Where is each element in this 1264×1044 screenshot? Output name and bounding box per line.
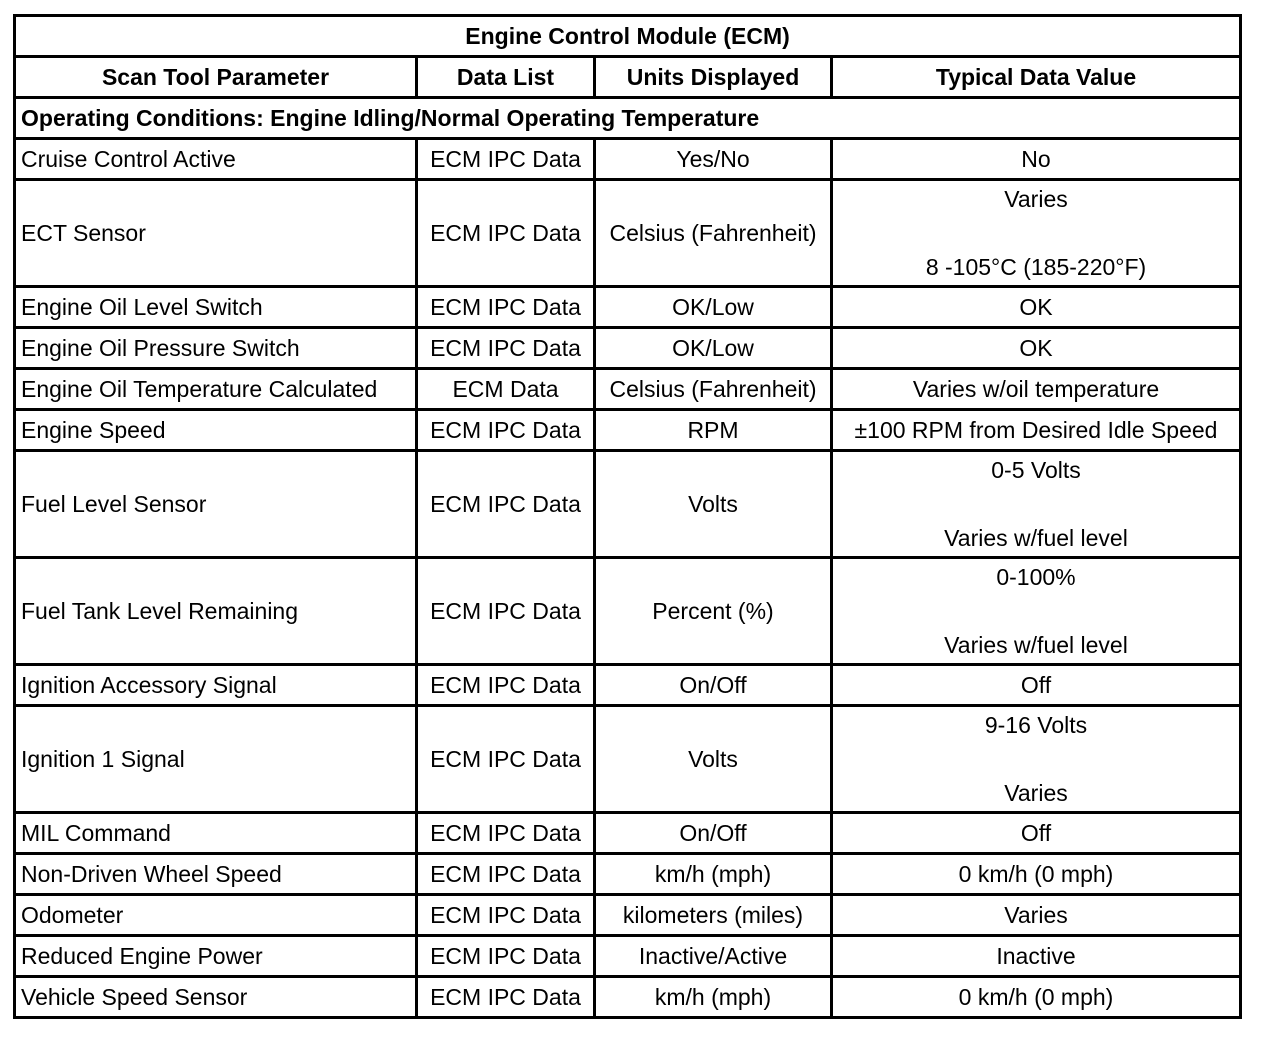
cell-data-list: ECM IPC Data — [417, 813, 595, 854]
table-row — [15, 410, 1241, 451]
cell-units: Volts — [595, 451, 832, 558]
cell-data-list: ECM IPC Data — [417, 139, 595, 180]
cell-value: Inactive — [832, 936, 1241, 977]
header-data-list: Data List — [417, 57, 595, 98]
cell-value: Off — [832, 665, 1241, 706]
cell-data-list: ECM IPC Data — [417, 558, 595, 665]
cell-parameter: Engine Oil Level Switch — [15, 287, 417, 328]
cell-parameter: Non-Driven Wheel Speed — [15, 854, 417, 895]
cell-value-stack — [833, 707, 1239, 811]
operating-conditions-row — [15, 98, 1241, 139]
table-row — [15, 936, 1241, 977]
cell-units: km/h (mph) — [595, 854, 832, 895]
cell-units: OK/Low — [595, 287, 832, 328]
cell-units: Celsius (Fahrenheit) — [595, 180, 832, 287]
cell-data-list: ECM Data — [417, 369, 595, 410]
cell-parameter: Cruise Control Active — [15, 139, 417, 180]
cell-parameter: Odometer — [15, 895, 417, 936]
table-title-row — [15, 16, 1241, 57]
cell-value: Off — [832, 813, 1241, 854]
cell-parameter: Fuel Tank Level Remaining — [15, 558, 417, 665]
table-row — [15, 895, 1241, 936]
ecm-data-table — [13, 14, 1242, 1019]
cell-units: Volts — [595, 706, 832, 813]
cell-data-list: ECM IPC Data — [417, 977, 595, 1018]
cell-parameter: Engine Speed — [15, 410, 417, 451]
header-parameter: Scan Tool Parameter — [15, 57, 417, 98]
cell-parameter: Ignition 1 Signal — [15, 706, 417, 813]
table-row — [15, 706, 1241, 813]
cell-data-list: ECM IPC Data — [417, 328, 595, 369]
cell-data-list: ECM IPC Data — [417, 287, 595, 328]
cell-value-bottom: Varies — [1004, 780, 1068, 806]
table-row — [15, 451, 1241, 558]
cell-value: No — [832, 139, 1241, 180]
cell-value-bottom: Varies w/fuel level — [944, 632, 1128, 658]
cell-parameter: Engine Oil Temperature Calculated — [15, 369, 417, 410]
cell-value — [832, 558, 1241, 665]
table-row — [15, 369, 1241, 410]
cell-data-list: ECM IPC Data — [417, 895, 595, 936]
cell-parameter: Vehicle Speed Sensor — [15, 977, 417, 1018]
table-row — [15, 180, 1241, 287]
cell-value — [832, 451, 1241, 558]
cell-data-list: ECM IPC Data — [417, 410, 595, 451]
cell-value-stack — [833, 559, 1239, 663]
cell-units: On/Off — [595, 665, 832, 706]
cell-value-top: 0-100% — [996, 564, 1076, 590]
table-title: Engine Control Module (ECM) — [15, 16, 1241, 57]
cell-parameter: Fuel Level Sensor — [15, 451, 417, 558]
cell-parameter: MIL Command — [15, 813, 417, 854]
cell-value: 0 km/h (0 mph) — [832, 977, 1241, 1018]
cell-units: km/h (mph) — [595, 977, 832, 1018]
table-row — [15, 558, 1241, 665]
cell-data-list: ECM IPC Data — [417, 665, 595, 706]
cell-parameter: Reduced Engine Power — [15, 936, 417, 977]
cell-value-top: 9-16 Volts — [984, 712, 1088, 738]
cell-units: kilometers (miles) — [595, 895, 832, 936]
cell-units: Yes/No — [595, 139, 832, 180]
table-header-row — [15, 57, 1241, 98]
cell-parameter: Ignition Accessory Signal — [15, 665, 417, 706]
cell-value: ±100 RPM from Desired Idle Speed — [832, 410, 1241, 451]
cell-value-stack — [833, 452, 1239, 556]
cell-value — [832, 706, 1241, 813]
cell-units: Celsius (Fahrenheit) — [595, 369, 832, 410]
cell-value-bottom: 8 -105°C (185-220°F) — [925, 254, 1147, 280]
cell-value: Varies — [832, 895, 1241, 936]
cell-units: Percent (%) — [595, 558, 832, 665]
table-row — [15, 139, 1241, 180]
cell-value: 0 km/h (0 mph) — [832, 854, 1241, 895]
cell-data-list: ECM IPC Data — [417, 451, 595, 558]
cell-value-bottom: Varies w/fuel level — [944, 525, 1128, 551]
table-row — [15, 328, 1241, 369]
table-row — [15, 665, 1241, 706]
operating-conditions: Operating Conditions: Engine Idling/Normal Operating Temperature — [15, 98, 1241, 139]
cell-parameter: Engine Oil Pressure Switch — [15, 328, 417, 369]
cell-units: Inactive/Active — [595, 936, 832, 977]
header-units: Units Displayed — [595, 57, 832, 98]
cell-units: RPM — [595, 410, 832, 451]
table-row — [15, 977, 1241, 1018]
table-row — [15, 287, 1241, 328]
cell-data-list: ECM IPC Data — [417, 936, 595, 977]
cell-value-top: 0-5 Volts — [991, 457, 1081, 483]
cell-data-list: ECM IPC Data — [417, 180, 595, 287]
table-row — [15, 813, 1241, 854]
cell-data-list: ECM IPC Data — [417, 854, 595, 895]
cell-value-stack — [833, 181, 1239, 285]
cell-units: OK/Low — [595, 328, 832, 369]
table-row — [15, 854, 1241, 895]
cell-value: Varies w/oil temperature — [832, 369, 1241, 410]
cell-value: OK — [832, 328, 1241, 369]
cell-data-list: ECM IPC Data — [417, 706, 595, 813]
cell-value — [832, 180, 1241, 287]
header-typical-value: Typical Data Value — [832, 57, 1241, 98]
cell-parameter: ECT Sensor — [15, 180, 417, 287]
cell-units: On/Off — [595, 813, 832, 854]
cell-value: OK — [832, 287, 1241, 328]
cell-value-top: Varies — [1004, 186, 1068, 212]
